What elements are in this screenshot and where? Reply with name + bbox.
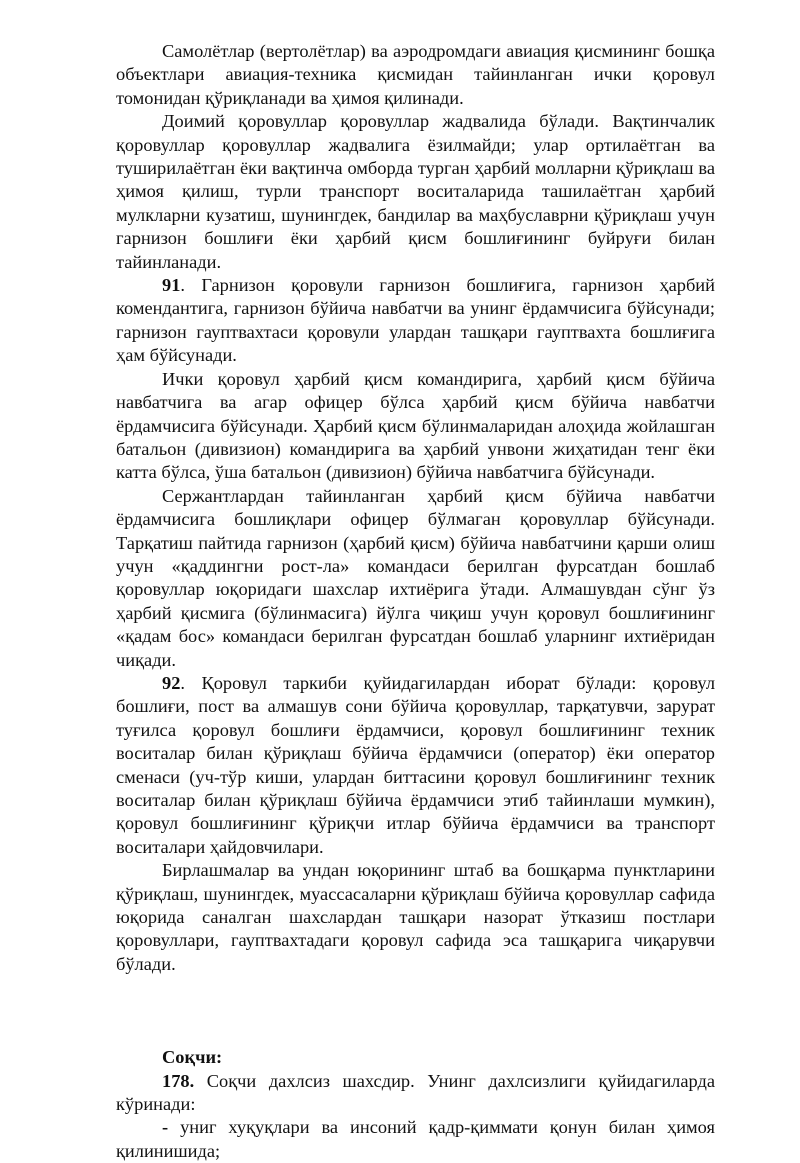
paragraph-number: 178. [162,1070,195,1091]
paragraph-number: 91 [162,275,181,296]
paragraph-text: Соқчи дахлсиз шахсдир. Унинг дахлсизлиги қуйидагиларда кўринади: [116,1070,715,1115]
section-heading: Соқчи: [162,1047,223,1068]
blank-space [116,976,715,1046]
paragraph-92 [116,672,715,859]
paragraph-text: . Гарнизон қоровули гарнизон бошлиғига, гарнизон ҳарбий комендантига, гарнизон бўйича навбатчи ва унинг ёрдамчисига бўйсунади; гарнизон гауптвахтаси қоровули улардан ташқари гауптвахта бошлиғига ҳам бўйсунади. [116,275,715,366]
paragraph-text: Доимий қоровуллар қоровуллар жадвалида бўлади. Вақтинчалик қоровуллар қоровуллар жадвалига ёзилмайди; улар ортилаётган ва туширилаётган ёки вақтинча омборда турган ҳарбий молларни қўриқлаш ва ҳимоя қилиш, турли транспорт воситаларида ташилаётган ҳарбий мулкларни кузатиш, шунингдек, бандилар ва маҳбуславрни қўриқлаш учун гарнизон бошлиғи ёки ҳарбий қисм бошлиғининг буйруғи билан тайинланади. [116,111,715,272]
list-bullet: - [162,1117,169,1138]
paragraph [116,485,715,672]
paragraph-number: 92 [162,672,181,693]
paragraph-178 [116,1070,715,1117]
paragraph-text: Сержантлардан тайинланган ҳарбий қисм бўйича навбатчи ёрдамчисига бошлиқлари офицер бўлмаган қоровуллар бўйсунади. Тарқатиш пайтида гарнизон (ҳарбий қисм) бўйича навбатчини қарши олиш учун «қаддингни рост-ла» командаси берилган фурсатдан бошлаб қоровуллар юқоридаги шахслар ихтиёрига ўтади. Алмашувдан сўнг ўз ҳарбий қисмига (бўлинмасига) йўлга чиқиш учун қоровул бошлиғининг «қадам бос» командаси берилган фурсатдан бошлаб уларнинг ихтиёридан чиқади. [116,485,715,670]
list-item [116,1116,715,1163]
paragraph-text: униг хуқуқлари ва инсоний қадр-қиммати қонун билан ҳимоя қилинишида; [116,1117,715,1161]
paragraph-text: Ички қоровул ҳарбий қисм командирига, ҳарбий қисм бўйича навбатчига ва агар офицер бўлса ҳарбий қисм бўйича навбатчи ёрдамчисига бўйсунади. Ҳарбий қисм бўлинмаларидан алоҳида жойлашган батальон (дивизион) командирига ва ҳарбий унвони жиҳатидан тенг ёки катта бўлса, ўша батальон (дивизион) бўйича навбатчига бўйсунади. [116,368,715,483]
paragraph-91 [116,274,715,368]
paragraph [116,368,715,485]
paragraph-text: Бирлашмалар ва ундан юқорининг штаб ва бошқарма пунктларини қўриқлаш, шунингдек, муассасаларни қўриқлаш бўйича қоровуллар сафида юқорида саналган шахслардан ташқари назорат ўтказиш постлари қоровуллари, гауптвахтадаги қоровул сафида эса ташқарига чиқарувчи бўлади. [116,860,715,974]
paragraph [116,40,715,110]
paragraph-text: . Қоровул таркиби қуйидагилардан иборат бўлади: қоровул бошлиғи, пост ва алмашув сони бўйича қоровуллар, тарқатувчи, зарурат туғилса қоровул бошлиғи ёрдамчиси, қоровул бошлиғининг техник воситалар билан қўриқлаш бўйича ёрдамчиси (оператор) ёки оператор сменаси (уч-тўр киши, улардан биттасини қоровул бошлиғининг техник воситалар билан қўриқлаш бўйича ёрдамчиси этиб тайинлаши мумкин), қоровул бошлиғининг қўриқчи итлар бўйича ёрдамчиси ва транспорт воситалари ҳайдовчилари. [116,672,715,857]
paragraph [116,859,715,976]
paragraph-text: Самолётлар (вертолётлар) ва аэродромдаги авиация қисмининг бошқа объектлари авиация-техника қисмидан тайинланган ички қоровул томонидан қўриқланади ва ҳимоя қилинади. [116,41,715,108]
paragraph [116,110,715,274]
